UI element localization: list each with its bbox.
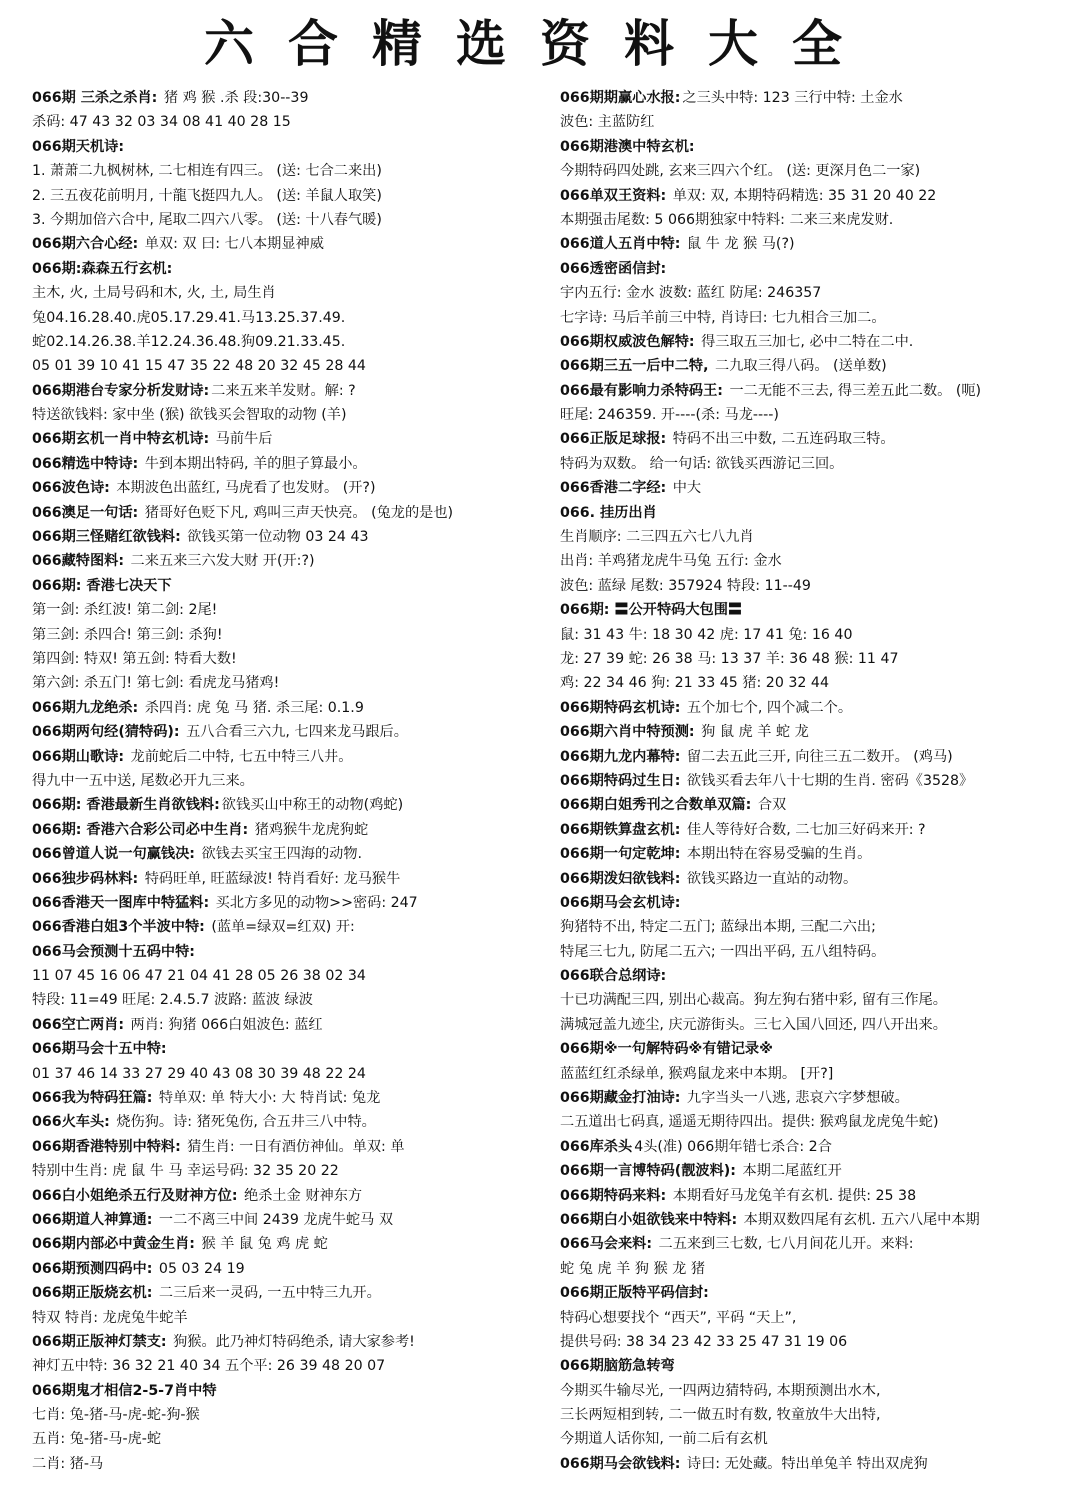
text-line — [32, 1013, 548, 1037]
text-line — [560, 159, 1074, 183]
line-heading: 066期马会欲钱料: — [560, 1455, 681, 1472]
line-text: 特送欲钱料: 家中坐 (猴) 欲钱买会智取的动物 (羊) — [32, 407, 347, 424]
text-line — [32, 403, 548, 427]
text-line — [560, 647, 1074, 671]
text-line — [32, 1403, 548, 1427]
line-text: 05 01 39 10 41 15 47 35 22 48 20 32 45 28 44 — [32, 358, 366, 375]
line-text: 本期二尾蓝红开 — [737, 1163, 842, 1180]
text-line — [32, 623, 548, 647]
text-line — [32, 1037, 548, 1061]
line-text: 之三头中特: 123 三行中特: 土金水 — [682, 90, 903, 106]
line-heading: 066期特码来料: — [560, 1187, 667, 1204]
line-heading: 066期: 香港六合彩公司必中生肖: — [32, 821, 249, 838]
line-text: 合双 — [753, 797, 787, 814]
line-text: 特码心想要找个 “西天”, 平码 “天上”, — [560, 1309, 797, 1326]
line-text: 欲钱买山中称王的动物(鸡蛇) — [221, 797, 404, 814]
text-line — [32, 867, 548, 891]
text-line — [32, 696, 548, 720]
line-text: 马前牛后 — [211, 431, 273, 448]
text-line — [32, 110, 548, 134]
line-heading: 066期内部必中黄金生肖: — [32, 1236, 195, 1253]
line-text: 特单双: 单 特大小: 大 特肖试: 兔龙 — [154, 1090, 381, 1107]
line-text: 旺尾: 246359. 开----(杀: 马龙----) — [560, 407, 779, 424]
line-heading: 066曾道人说一句赢钱决: — [32, 846, 195, 863]
text-line — [560, 110, 1074, 134]
line-text: 二九取三得八码。 (送单数) — [710, 358, 887, 375]
text-line — [32, 891, 548, 915]
line-text: 二五来到三七数, 七八月间花儿开。来料: — [654, 1236, 914, 1253]
columns — [0, 86, 1080, 1476]
line-text: 4头(准) 066期年错七杀合: 2合 — [634, 1138, 832, 1155]
text-line — [560, 1037, 1074, 1061]
line-heading: 066期特码玄机诗: — [560, 699, 681, 716]
line-heading: 066期权威波色解特: — [560, 333, 695, 350]
line-heading: 066期两句经(猜特码): — [32, 724, 180, 741]
line-text: 满城冠盖九迹尘, 庆元游街头。三七入国八回还, 四八开出来。 — [560, 1016, 947, 1033]
line-text: 买北方多见的动物>>密码: 247 — [211, 894, 418, 911]
line-text: 特尾三七九, 防尾二五六; 一四出平码, 五八组特码。 — [560, 943, 886, 960]
line-heading: 066期九龙绝杀: — [32, 699, 139, 716]
line-heading: 066期六合心经: — [32, 236, 139, 253]
line-text: 五个加七个, 四个减二个。 — [682, 699, 853, 716]
text-line — [560, 1330, 1074, 1354]
text-line — [560, 452, 1074, 476]
line-heading: 066期一句定乾坤: — [560, 846, 681, 863]
line-text: 01 37 46 14 33 27 29 40 43 08 30 39 48 22 24 — [32, 1065, 366, 1082]
text-line — [32, 135, 548, 159]
line-text: 本期看好马龙兔羊有玄机. 提供: 25 38 — [668, 1187, 917, 1204]
line-text: 出肖: 羊鸡猪龙虎牛马兔 五行: 金水 — [560, 553, 782, 570]
text-line — [32, 818, 548, 842]
text-line — [560, 208, 1074, 232]
line-text: 五肖: 兔-猪-马-虎-蛇 — [32, 1431, 162, 1448]
text-line — [560, 549, 1074, 573]
text-line — [32, 281, 548, 305]
line-heading: 066库杀头 — [560, 1138, 633, 1155]
line-heading: 066期道人神算通: — [32, 1211, 153, 1228]
line-heading: 066期藏金打油诗: — [560, 1090, 681, 1107]
text-line — [32, 427, 548, 451]
line-heading: 066. 挂历出肖 — [560, 504, 657, 521]
line-text: 二肖: 猪-马 — [32, 1455, 104, 1472]
text-line — [32, 842, 548, 866]
line-heading: 066香港二字经: — [560, 480, 667, 497]
line-heading: 066期天机诗: — [32, 138, 125, 155]
text-line — [32, 574, 548, 598]
text-line — [560, 1232, 1074, 1256]
text-line — [32, 1135, 548, 1159]
text-line — [560, 720, 1074, 744]
line-text: 杀四肖: 虎 兔 马 猪. 杀三尾: 0.1.9 — [140, 699, 364, 716]
line-text: 特别中生肖: 虎 鼠 牛 马 幸运号码: 32 35 20 22 — [32, 1163, 339, 1180]
line-text: 绝杀土金 财神东方 — [239, 1187, 363, 1204]
line-text: 狗猪特不出, 特定二五门; 蓝绿出本期, 三配二六出; — [560, 919, 876, 936]
line-heading: 066单双王资料: — [560, 187, 667, 204]
text-line — [560, 867, 1074, 891]
line-text: 猪哥好色贬下凡, 鸡叫三声天快亮。 (兔龙的是也) — [140, 504, 454, 521]
text-line — [560, 964, 1074, 988]
line-heading: 066期特码过生日: — [560, 772, 681, 789]
text-line — [560, 1086, 1074, 1110]
line-text: 特码不出三中数, 二五连码取三特。 — [668, 431, 895, 448]
line-text: 生肖顺序: 二三四五六七八九肖 — [560, 529, 754, 546]
line-text: 波色: 主蓝防红 — [560, 114, 655, 131]
line-heading: 066期港澳中特玄机: — [560, 138, 695, 155]
left-column — [0, 86, 552, 1476]
line-text: 三长两短相到转, 二一做五时有数, 牧童放牛大出特, — [560, 1407, 881, 1424]
line-text: 杀码: 47 43 32 03 34 08 41 40 28 15 — [32, 114, 291, 131]
text-line — [32, 1159, 548, 1183]
line-text: 龙前蛇后二中特, 七五中特三八井。 — [126, 748, 353, 765]
line-heading: 066期泼妇欲钱料: — [560, 870, 681, 887]
text-line — [32, 257, 548, 281]
line-text: 蛇 兔 虎 羊 狗 猴 龙 猪 — [560, 1260, 706, 1277]
line-heading: 066马会预测十五码中特: — [32, 943, 195, 960]
line-text: 特双 特肖: 龙虎兔牛蛇羊 — [32, 1309, 188, 1326]
line-text: 狗猴。此乃神灯特码绝杀, 请大家参考! — [168, 1333, 415, 1350]
text-line — [560, 1452, 1074, 1476]
text-line — [560, 745, 1074, 769]
line-heading: 066白小姐绝杀五行及财神方位: — [32, 1187, 238, 1204]
line-text: 龙: 27 39 蛇: 26 38 马: 13 37 羊: 36 48 猴: 11 47 — [560, 650, 899, 667]
line-heading: 066马会来料: — [560, 1236, 653, 1253]
line-heading: 066期九龙内幕特: — [560, 748, 681, 765]
line-heading: 066期: 香港七决天下 — [32, 577, 172, 594]
text-line — [32, 306, 548, 330]
text-line — [560, 696, 1074, 720]
text-line — [32, 354, 548, 378]
text-line — [560, 1306, 1074, 1330]
line-text: 本期出特在容易受骗的生肖。 — [682, 846, 872, 863]
line-text: 欲钱买第一位动物 03 24 43 — [182, 529, 369, 546]
line-heading: 066我为特码狂篇: — [32, 1090, 153, 1107]
text-line — [32, 769, 548, 793]
line-heading: 066期马会十五中特: — [32, 1041, 167, 1058]
line-heading: 066期三五一后中二特, — [560, 358, 709, 375]
text-line — [560, 1184, 1074, 1208]
line-text: 七字诗: 马后羊前三中特, 肖诗曰: 七九相合三加二。 — [560, 309, 886, 326]
line-heading: 066期山歌诗: — [32, 748, 125, 765]
line-text: 今期特码四处跳, 玄来三四六个红。 (送: 更深月色二一家) — [560, 163, 921, 180]
text-line — [560, 1379, 1074, 1403]
line-heading: 066期港台专家分析发财诗: — [32, 382, 210, 399]
line-text: 2. 三五夜花前明月, 十龍飞挺四九人。 (送: 羊鼠人取笑) — [32, 187, 382, 204]
text-line — [560, 671, 1074, 695]
line-heading: 066期马会玄机诗: — [560, 894, 681, 911]
line-text: 11 07 45 16 06 47 21 04 41 28 05 26 38 02 34 — [32, 968, 366, 985]
text-line — [560, 1281, 1074, 1305]
text-line — [32, 525, 548, 549]
text-line — [32, 1379, 548, 1403]
line-text: 本期强击尾数: 5 066期独家中特料: 二来三来虎发财. — [560, 211, 894, 228]
line-heading: 066期白小姐欲钱来中特料: — [560, 1211, 738, 1228]
text-line — [32, 549, 548, 573]
text-line — [560, 379, 1074, 403]
line-text: 欲钱买路边一直站的动物。 — [682, 870, 858, 887]
line-text: 本期双数四尾有玄机. 五六八尾中本期 — [739, 1211, 980, 1228]
line-text: 提供号码: 38 34 23 42 33 25 47 31 19 06 — [560, 1333, 848, 1350]
line-heading: 066透密函信封: — [560, 260, 667, 277]
text-line — [560, 818, 1074, 842]
line-text: 特段: 11=49 旺尾: 2.4.5.7 波路: 蓝波 绿波 — [32, 992, 313, 1009]
line-text: 九字当头一八逃, 悲哀六字梦想破。 — [682, 1090, 909, 1107]
text-line — [32, 915, 548, 939]
line-text: 二来五来三六发大财 开(开:?) — [126, 553, 315, 570]
line-heading: 066期: 香港最新生肖欲钱料: — [32, 797, 220, 814]
line-text: 狗 鼠 虎 羊 蛇 龙 — [696, 724, 809, 741]
text-line — [32, 793, 548, 817]
text-line — [32, 598, 548, 622]
line-text: 今期道人话你知, 一前二后有玄机 — [560, 1431, 768, 1448]
text-line — [32, 452, 548, 476]
text-line — [560, 915, 1074, 939]
text-line — [32, 1208, 548, 1232]
text-line — [32, 1110, 548, 1134]
text-line — [32, 232, 548, 256]
text-line — [32, 1086, 548, 1110]
line-heading: 066期 三杀之杀肖: — [32, 90, 158, 106]
line-heading: 066独步码林料: — [32, 870, 139, 887]
text-line — [32, 330, 548, 354]
text-line — [32, 964, 548, 988]
line-text: 3. 今期加倍六合中, 尾取二四六八零。 (送: 十八春气暖) — [32, 211, 382, 228]
line-text: 留二去五此三开, 向往三五二数开。 (鸡马) — [682, 748, 953, 765]
text-line — [32, 1330, 548, 1354]
text-line — [560, 1013, 1074, 1037]
line-heading: 066期期赢心水报: — [560, 90, 681, 106]
line-text: 一二不离三中间 2439 龙虎牛蛇马 双 — [154, 1211, 394, 1228]
text-line — [560, 598, 1074, 622]
text-line — [560, 427, 1074, 451]
text-line — [560, 306, 1074, 330]
line-text: 鼠 牛 龙 猴 马(?) — [682, 236, 795, 253]
line-text: 猴 羊 鼠 兔 鸡 虎 蛇 — [196, 1236, 328, 1253]
text-line — [560, 1110, 1074, 1134]
text-line — [560, 1062, 1074, 1086]
text-line — [32, 1452, 548, 1476]
text-line — [560, 988, 1074, 1012]
text-line — [32, 647, 548, 671]
line-heading: 066香港白姐3个半波中特: — [32, 919, 205, 936]
line-text: 第一剑: 杀红波! 第二剑: 2尾! — [32, 602, 218, 619]
text-line — [32, 940, 548, 964]
line-text: 牛到本期出特码, 羊的胆子算最小。 — [140, 455, 367, 472]
text-line — [560, 1354, 1074, 1378]
text-line — [32, 1232, 548, 1256]
line-text: 蓝蓝红红杀绿单, 猴鸡鼠龙来中本期。 [开?] — [560, 1065, 834, 1082]
line-heading: 066精选中特诗: — [32, 455, 139, 472]
line-text: 神灯五中特: 36 32 21 40 34 五个平: 26 39 48 20 07 — [32, 1358, 386, 1375]
text-line — [560, 135, 1074, 159]
line-heading: 066波色诗: — [32, 480, 110, 497]
line-heading: 066香港天一图库中特猛料: — [32, 894, 210, 911]
text-line — [560, 257, 1074, 281]
text-line — [32, 184, 548, 208]
line-heading: 066期:森森五行玄机: — [32, 260, 173, 277]
text-line — [32, 379, 548, 403]
line-heading: 066期玄机一肖中特玄机诗: — [32, 431, 210, 448]
line-text: 鼠: 31 43 牛: 18 30 42 虎: 17 41 兔: 16 40 — [560, 626, 853, 643]
line-text: 二五道出七码真, 遥遥无期待四出。提供: 猴鸡鼠龙虎兔牛蛇) — [560, 1114, 939, 1131]
line-heading: 066联合总纲诗: — [560, 968, 667, 985]
text-line — [560, 574, 1074, 598]
line-heading: 066澳足一句话: — [32, 504, 139, 521]
line-heading: 066期白姐秀刊之合数单双篇: — [560, 797, 752, 814]
line-text: 二来五来羊发财。解: ? — [211, 382, 356, 399]
line-text: 两肖: 狗猪 066白姐波色: 蓝红 — [126, 1016, 323, 1033]
text-line — [32, 988, 548, 1012]
line-heading: 066期六肖中特预测: — [560, 724, 695, 741]
text-line — [32, 745, 548, 769]
text-line — [32, 1184, 548, 1208]
text-line — [560, 623, 1074, 647]
text-line — [560, 1159, 1074, 1183]
text-line — [560, 184, 1074, 208]
line-text: 兔04.16.28.40.虎05.17.29.41.马13.25.37.49. — [32, 309, 346, 326]
right-column — [552, 86, 1080, 1476]
line-text: 单双: 双, 本期特码精选: 35 31 20 40 22 — [668, 187, 937, 204]
text-line — [560, 891, 1074, 915]
line-text: 猜生肖: 一日有酒仿神仙。单双: 单 — [182, 1138, 405, 1155]
text-line — [560, 354, 1074, 378]
line-text: 特码旺单, 旺蓝绿波! 特肖看好: 龙马猴牛 — [140, 870, 401, 887]
text-line — [560, 1427, 1074, 1451]
line-text: 第三剑: 杀四合! 第三剑: 杀狗! — [32, 626, 223, 643]
line-heading: 066期一言博特码(靓波料): — [560, 1163, 736, 1180]
line-text: 05 03 24 19 — [154, 1260, 245, 1277]
line-heading: 066最有影响力杀特码王: — [560, 382, 723, 399]
line-heading: 066正版足球报: — [560, 431, 667, 448]
line-text: 二三后来一灵码, 一五中特三九开。 — [154, 1285, 381, 1302]
text-line — [560, 281, 1074, 305]
text-line — [32, 208, 548, 232]
line-text: 宇内五行: 金水 波数: 蓝红 防尾: 246357 — [560, 285, 822, 302]
text-line — [560, 525, 1074, 549]
line-heading: 066期铁算盘玄机: — [560, 821, 681, 838]
line-heading: 066期香港特别中特料: — [32, 1138, 181, 1155]
text-line — [32, 476, 548, 500]
line-text: 本期波色出蓝红, 马虎看了也发财。 (开?) — [111, 480, 376, 497]
line-heading: 066期正版烧玄机: — [32, 1285, 153, 1302]
line-heading: 066藏特图料: — [32, 553, 125, 570]
line-heading: 066道人五肖中特: — [560, 236, 681, 253]
line-heading: 066火车头: — [32, 1114, 110, 1131]
text-line — [560, 476, 1074, 500]
line-text: 波色: 蓝绿 尾数: 357924 特段: 11--49 — [560, 577, 811, 594]
text-line — [560, 793, 1074, 817]
line-text: 第六剑: 杀五门! 第七剑: 看虎龙马猪鸡! — [32, 675, 280, 692]
line-text: 得九中一五中送, 尾数必开九三来。 — [32, 772, 254, 789]
line-text: 今期买牛输尽光, 一四两边猜特码, 本期预测出水木, — [560, 1382, 881, 1399]
text-line — [32, 1354, 548, 1378]
text-line — [32, 159, 548, 183]
text-line — [560, 1135, 1074, 1159]
text-line — [560, 403, 1074, 427]
line-heading: 066期正版特平码信封: — [560, 1285, 709, 1302]
text-line — [560, 1257, 1074, 1281]
line-text: 单双: 双 曰: 七八本期显神威 — [140, 236, 324, 253]
line-heading: 066空亡两肖: — [32, 1016, 125, 1033]
text-line — [32, 1281, 548, 1305]
line-text: 欲钱买看去年八十七期的生肖. 密码《3528》 — [682, 772, 974, 789]
page-title: 六合精选资料大全 — [204, 14, 876, 73]
line-text: 中大 — [668, 480, 702, 497]
line-text: 蛇02.14.26.38.羊12.24.36.48.狗09.21.33.45. — [32, 333, 346, 350]
text-line — [32, 1062, 548, 1086]
line-heading: 066期正版神灯禁支: — [32, 1333, 167, 1350]
text-line — [560, 86, 1074, 110]
line-text: 特码为双数。 给一句话: 欲钱买西游记三回。 — [560, 455, 844, 472]
line-text: 猪 鸡 猴 .杀 段:30--39 — [159, 90, 309, 106]
text-line — [560, 232, 1074, 256]
text-line — [32, 1306, 548, 1330]
text-line — [560, 330, 1074, 354]
line-heading: 066期鬼才相信2-5-7肖中特 — [32, 1382, 217, 1399]
text-line — [560, 769, 1074, 793]
line-heading: 066期: 〓公开特码大包围〓 — [560, 602, 743, 619]
line-text: 烧伤狗。诗: 猪死兔伤, 合五井三八中特。 — [111, 1114, 376, 1131]
line-text: 一二无能不三去, 得三差五此二数。 (呃) — [724, 382, 982, 399]
line-text: 五八合看三六九, 七四来龙马跟后。 — [181, 724, 408, 741]
line-heading: 066期※一句解特码※有错记录※ — [560, 1041, 773, 1058]
text-line — [32, 720, 548, 744]
line-text: 佳人等待好合数, 二七加三好码来开: ? — [682, 821, 926, 838]
line-text: 猪鸡猴牛龙虎狗蛇 — [250, 821, 369, 838]
text-line — [32, 1427, 548, 1451]
line-text: 主木, 火, 土局号码和木, 火, 土, 局生肖 — [32, 285, 276, 302]
line-text: 欲钱去买宝王四海的动物. — [196, 846, 363, 863]
line-text: 得三取五三加七, 必中二特在二中. — [696, 333, 914, 350]
line-text: (蓝单=绿双=红双) 开: — [206, 919, 355, 936]
text-line — [32, 501, 548, 525]
line-text: 1. 萧萧二九枫树林, 二七相连有四三。 (送: 七合二来出) — [32, 163, 382, 180]
text-line — [560, 842, 1074, 866]
line-heading: 066期脑筋急转弯 — [560, 1358, 675, 1375]
text-line — [32, 1257, 548, 1281]
text-line — [32, 671, 548, 695]
text-line — [560, 1403, 1074, 1427]
line-text: 十已功满配三四, 别出心裁高。狗左狗右猪中彩, 留有三作尾。 — [560, 992, 947, 1009]
text-line — [560, 1208, 1074, 1232]
line-text: 鸡: 22 34 46 狗: 21 33 45 猪: 20 32 44 — [560, 675, 829, 692]
text-line — [32, 86, 548, 110]
text-line — [560, 501, 1074, 525]
line-text: 七肖: 兔-猪-马-虎-蛇-狗-猴 — [32, 1407, 200, 1424]
text-line — [560, 940, 1074, 964]
line-text: 诗曰: 无处藏。特出单兔羊 特出双虎狗 — [682, 1455, 928, 1472]
line-heading: 066期三怪赌红欲钱料: — [32, 529, 181, 546]
line-heading: 066期预测四码中: — [32, 1260, 153, 1277]
line-text: 第四剑: 特双! 第五剑: 特看大数! — [32, 650, 237, 667]
